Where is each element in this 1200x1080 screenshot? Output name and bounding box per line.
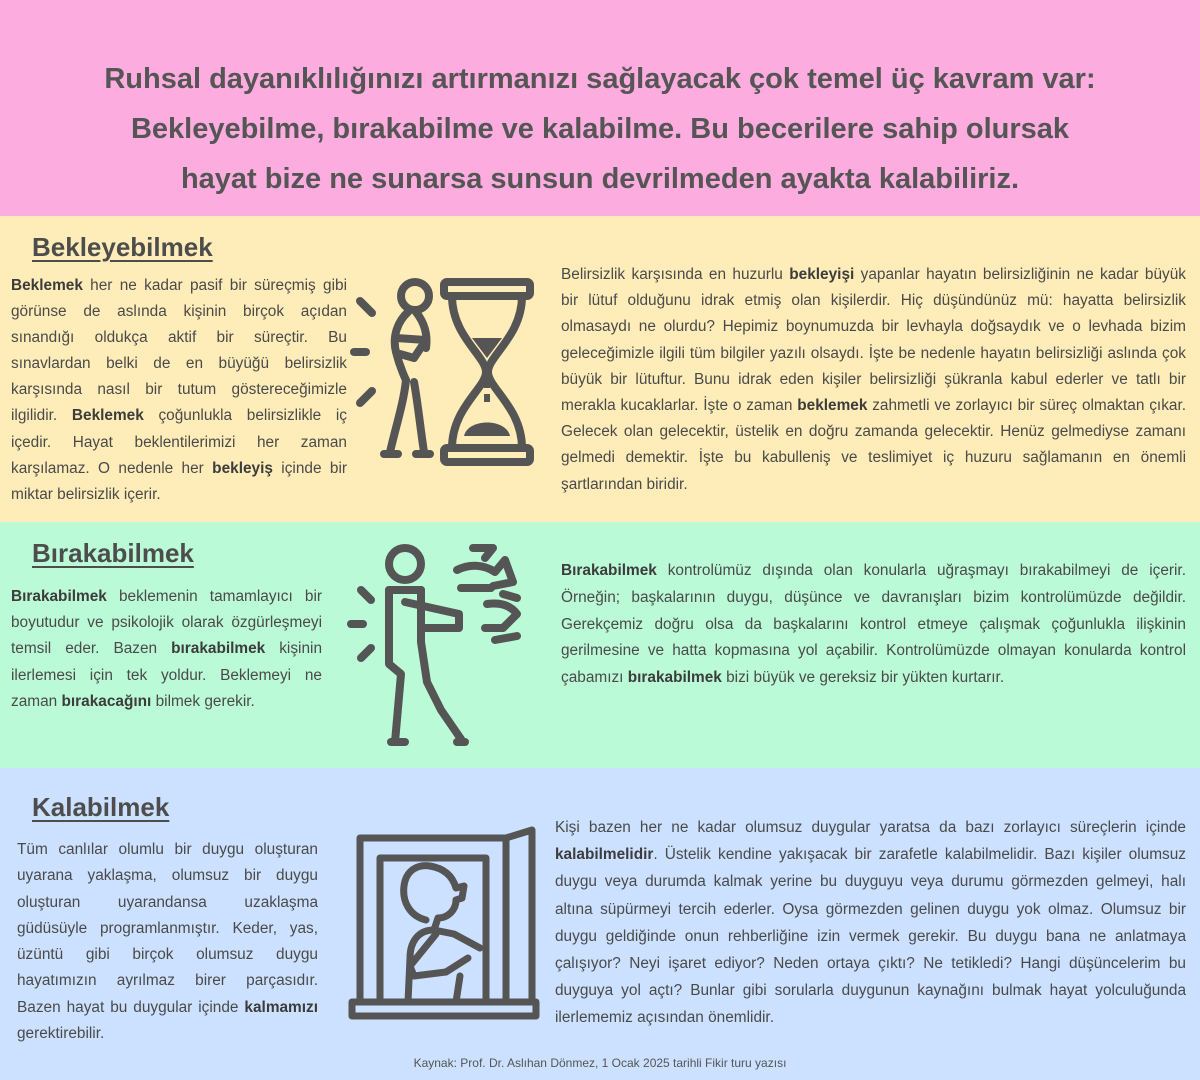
emphasis-term: Bırakabilmek bbox=[561, 562, 657, 579]
section-right-text: Belirsizlik karşısında en huzurlu bekleyişi yapanlar hayatın belirsizliğinin ne kadar büyük bir lütuf olduğunu idrak etmiş olan kişilerdir. Hiç düşündünüz mü: hayatta belirsizlik olmasaydı ne olurdu? Hepimiz boynumuzda bir levhayla doğsaydık ve o levhada bizim geleceğimizle ilgili tüm bilgiler yazılı olsaydı. İşte be nedenle hayatın belirsizliği aslında çok büyük bir lütuftur. Bunu idrak eden kişiler belirsizliği şükranla kabul ederler ve tatlı bir merakla kucaklarlar. İşte o zaman beklemek zahmetli ve zorlayıcı bir süreç olmaktan çıkar. Gelecek olan gelecektir, üstelik en doğru zamanda gelecektir. Henüz gelmediyse zamanı gelmedi demektir. İşte bu kabulleniş ve teslimiyet iç huzuru sağlamanın en önemli şartlarından biridir. bbox=[561, 266, 1186, 493]
emphasis-term: bırakacağını bbox=[61, 692, 152, 710]
header-banner bbox=[0, 0, 1200, 216]
emphasis-term: bırakabilmek bbox=[627, 669, 722, 687]
section-title: Bekleyebilmek bbox=[32, 232, 213, 262]
emphasis-term: beklemek bbox=[797, 397, 868, 415]
section-left-text: Tüm canlılar olumlu bir duygu oluşturan uyarana yaklaşma, olumsuz bir duygu oluşturan uyarandansa uzaklaşma güdüsüyle programlanmıştır. Keder, yas, üzüntü gibi birçok olumsuz duygu hayatımızın ayrılmaz birer parçasıdır. Bazen hayat bu duygular içinde kalmamızı gerektirebilir. bbox=[17, 841, 318, 1043]
window-person-icon bbox=[346, 826, 542, 1020]
hourglass-person-icon bbox=[348, 276, 538, 466]
section-right-text: Kişi bazen her ne kadar olumsuz duygular yaratsa da bazı zorlayıcı süreçlerin içinde kalabilmelidir. Üstelik kendine yakışacak bir zarafetle kalabilmelidir. Bazı kişiler olumsuz duygu veya durumda kalmak yerine bu duyguyu veya durumu görmezden gelmeyi, halı altına süpürmeyi tercih ederler. Oysa görmezden gelinen duygu yok olmaz. Olumsuz bir duygu geldiğinde onun rehberliğine izin vermek gerekir. Bu duygu bana ne anlatmaya çalışıyor? Neyi işaret ediyor? Neden ortaya çıktı? Ne tetikledi? Hangi düşüncelerim bu duyguya yol açtı? Bunlar gibi sorularla duygunun kaynağını bulmak hayat yolculuğunda ilerlememiz açısından önemlidir. bbox=[555, 819, 1186, 1027]
section-left-text: Beklemek her ne kadar pasif bir süreçmiş gibi görünse de aslında kişinin birçok açıdan sınandığı oldukça aktif bir süreçtir. Bu sınavlardan belki de en büyüğü belirsizlik karşısında nasıl bir tutum göstereceğimizle ilgilidir. Beklemek çoğunlukla belirsizlikle iç içedir. Hayat beklentilerimizi her zaman karşılamaz. O nedenle her bekleyiş içinde bir miktar belirsizlik içerir. bbox=[11, 277, 348, 503]
emphasis-term: Beklemek bbox=[11, 277, 83, 294]
section-right-text: Bırakabilmek kontrolümüz dışında olan konularla uğraşmayı bırakabilmeyi de içerir. Örneğin; başkalarının duygu, düşünce ve davranışları bizim kontrolümüzde değildir. Gerekçemiz doğru olsa da başkalarını kontrol etmeye çalışmak çoğunlukla ilişkinin gerilmesine ve hatta kopmasına yol açabilir. Kontrolümüzde olmayan konularda kontrol çabamızı bırakabilmek bizi büyük ve gereksiz bir yükten kurtarır. bbox=[561, 562, 1186, 687]
section-kalabilmek bbox=[0, 768, 1200, 1080]
emphasis-term: bekleyiş bbox=[212, 459, 273, 477]
emphasis-term: bekleyişi bbox=[789, 266, 855, 283]
section-birakabilmek bbox=[0, 522, 1200, 768]
emphasis-term: bırakabilmek bbox=[171, 640, 266, 658]
releasing-person-icon bbox=[345, 542, 525, 757]
source-caption: Kaynak: Prof. Dr. Aslıhan Dönmez, 1 Ocak 2025 tarihli Fikir turu yazısı bbox=[413, 1056, 787, 1070]
page-title bbox=[60, 54, 1140, 204]
title-line: Ruhsal dayanıklılığınızı artırmanızı sağlayacak çok temel üç kavram var: bbox=[104, 63, 1096, 95]
section-bekleyebilmek bbox=[0, 216, 1200, 522]
emphasis-term: Beklemek bbox=[71, 407, 144, 425]
emphasis-term: kalabilmelidir bbox=[555, 846, 654, 864]
emphasis-term: Bırakabilmek bbox=[11, 588, 107, 605]
title-line: hayat bize ne sunarsa sunsun devrilmeden ayakta kalabiliriz. bbox=[180, 163, 1020, 195]
section-title: Kalabilmek bbox=[32, 792, 170, 822]
section-title: Bırakabilmek bbox=[32, 538, 194, 568]
section-left-text: Bırakabilmek beklemenin tamamlayıcı bir boyutudur ve psikolojik olarak özgürleşmeyi temsil eder. Bazen bırakabilmek kişinin ilerlemesi için tek yoldur. Beklemeyi ne zaman bırakacağını bilmek gerekir. bbox=[11, 588, 323, 710]
emphasis-term: kalmamızı bbox=[244, 998, 318, 1016]
title-line: Bekleyebilme, bırakabilme ve kalabilme. Bu becerilere sahip olursak bbox=[130, 113, 1070, 145]
